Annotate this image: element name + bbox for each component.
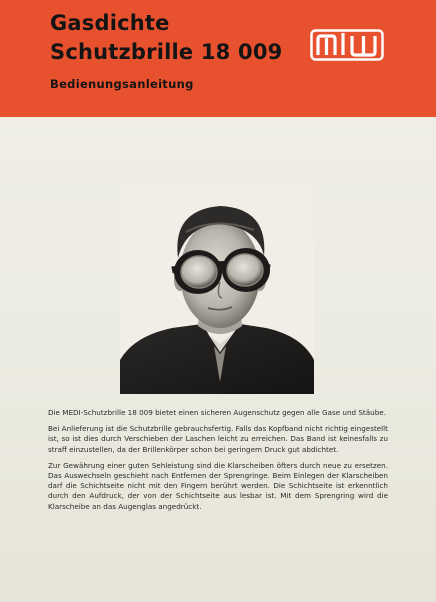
title-line-1: Gasdichte [50,11,170,35]
paragraph-2: Bei Anlieferung ist die Schutzbrille gebrauchsfertig. Falls das Kopfband nicht richtig eingestellt ist, so ist dies durch Verschieben der Laschen leicht zu erreichen. Das Band ist keinesfalls zu straff einzustellen, da der Brillenkörper schon bei geringem Druck gut abdichtet. [48,424,388,454]
page-title [50,9,310,67]
page-subtitle: Bedienungsanleitung [50,77,194,91]
man-with-goggles-photo-icon [120,184,314,394]
header-banner [0,0,436,117]
instructions-text [48,408,388,518]
mlw-logo-icon [310,27,384,63]
title-line-2: Schutzbrille 18 009 [50,40,283,64]
paragraph-1: Die MEDI-Schutzbrille 18 009 bietet einen sicheren Augenschutz gegen alle Gase und Stäube. [48,408,386,417]
paragraph-3: Zur Gewährung einer guten Sehleistung sind die Klarscheiben öfters durch neue zu ersetzen. Das Auswechseln geschieht nach Entfernen der Sprengringe. Beim Einlegen der Klarscheiben darf die Schichtseite nicht mit den Fingern berührt werden. Die Schichtseite ist erkenntlich durch den Aufdruck, der von der Schichtseite aus lesbar ist. Mit dem Sprengring wird die Klarscheibe an das Augenglas angedrückt. [48,460,388,511]
